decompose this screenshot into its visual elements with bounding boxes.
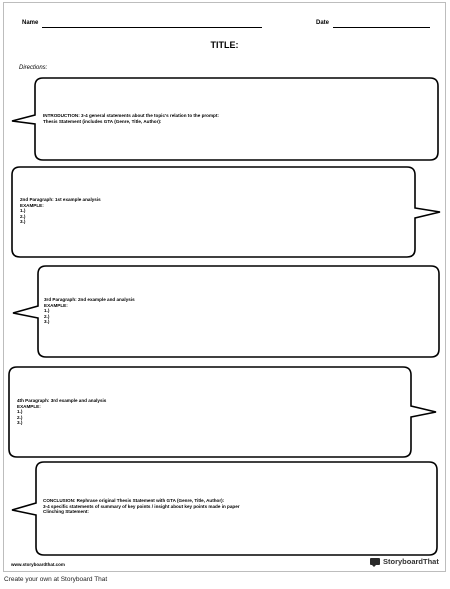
logo-text: StoryboardThat [383, 557, 439, 566]
paragraph-4-text [17, 398, 106, 426]
conclusion-text [43, 498, 240, 515]
paragraph-3-text [44, 297, 135, 325]
paragraph-3-line: EXAMPLE: [44, 302, 68, 308]
date-label: Date [316, 20, 330, 26]
paragraph-3-line: 3.) [44, 319, 50, 325]
introduction-line: INTRODUCTION: 3-4 general statements about the topic's relation to the prompt: [43, 113, 219, 118]
paragraph-2-line: 2nd Paragraph: 1st example analysis [20, 197, 101, 202]
paragraph-3-line: 3rd Paragraph: 2nd example and analysis [44, 297, 135, 302]
conclusion-line: CONCLUSION: Rephrase original Thesis Statement with GTA (Genre, Title, Author): [43, 498, 225, 503]
paragraph-4-line: EXAMPLE: [17, 403, 41, 409]
footer-url[interactable]: www.storyboardthat.com [11, 562, 65, 567]
paragraph-4-line: 1.) [17, 409, 23, 415]
paragraph-4-line: 2.) [17, 414, 23, 420]
name-label: Name [22, 20, 39, 26]
introduction-text [43, 113, 219, 124]
create-your-own-caption[interactable]: Create your own at Storyboard That [4, 576, 108, 583]
speech-bubble-logo-icon [370, 558, 380, 565]
paragraph-3-line: 1.) [44, 308, 50, 314]
paragraph-3-line: 2.) [44, 313, 50, 319]
directions-label: Directions: [19, 65, 48, 71]
page-title: TITLE: [210, 40, 239, 50]
conclusion-line: Clinching Statement: [43, 509, 89, 515]
paragraph-2-line: 1.) [20, 208, 26, 214]
conclusion-line: 3-4 specific statements of summary of key points / insight about key points made in paper [43, 503, 240, 509]
paragraph-2-line: 3.) [20, 219, 26, 225]
paragraph-2-line: 2.) [20, 213, 26, 219]
paragraph-4-line: 4th Paragraph: 3rd example and analysis [17, 398, 107, 403]
paragraph-2-text [20, 197, 101, 225]
paragraph-2-line: EXAMPLE: [20, 202, 44, 208]
paragraph-4-line: 3.) [17, 420, 23, 426]
introduction-line: Thesis Statement (includes GTA (Genre, Title, Author): [43, 118, 162, 124]
storyboardthat-logo[interactable] [370, 557, 439, 566]
